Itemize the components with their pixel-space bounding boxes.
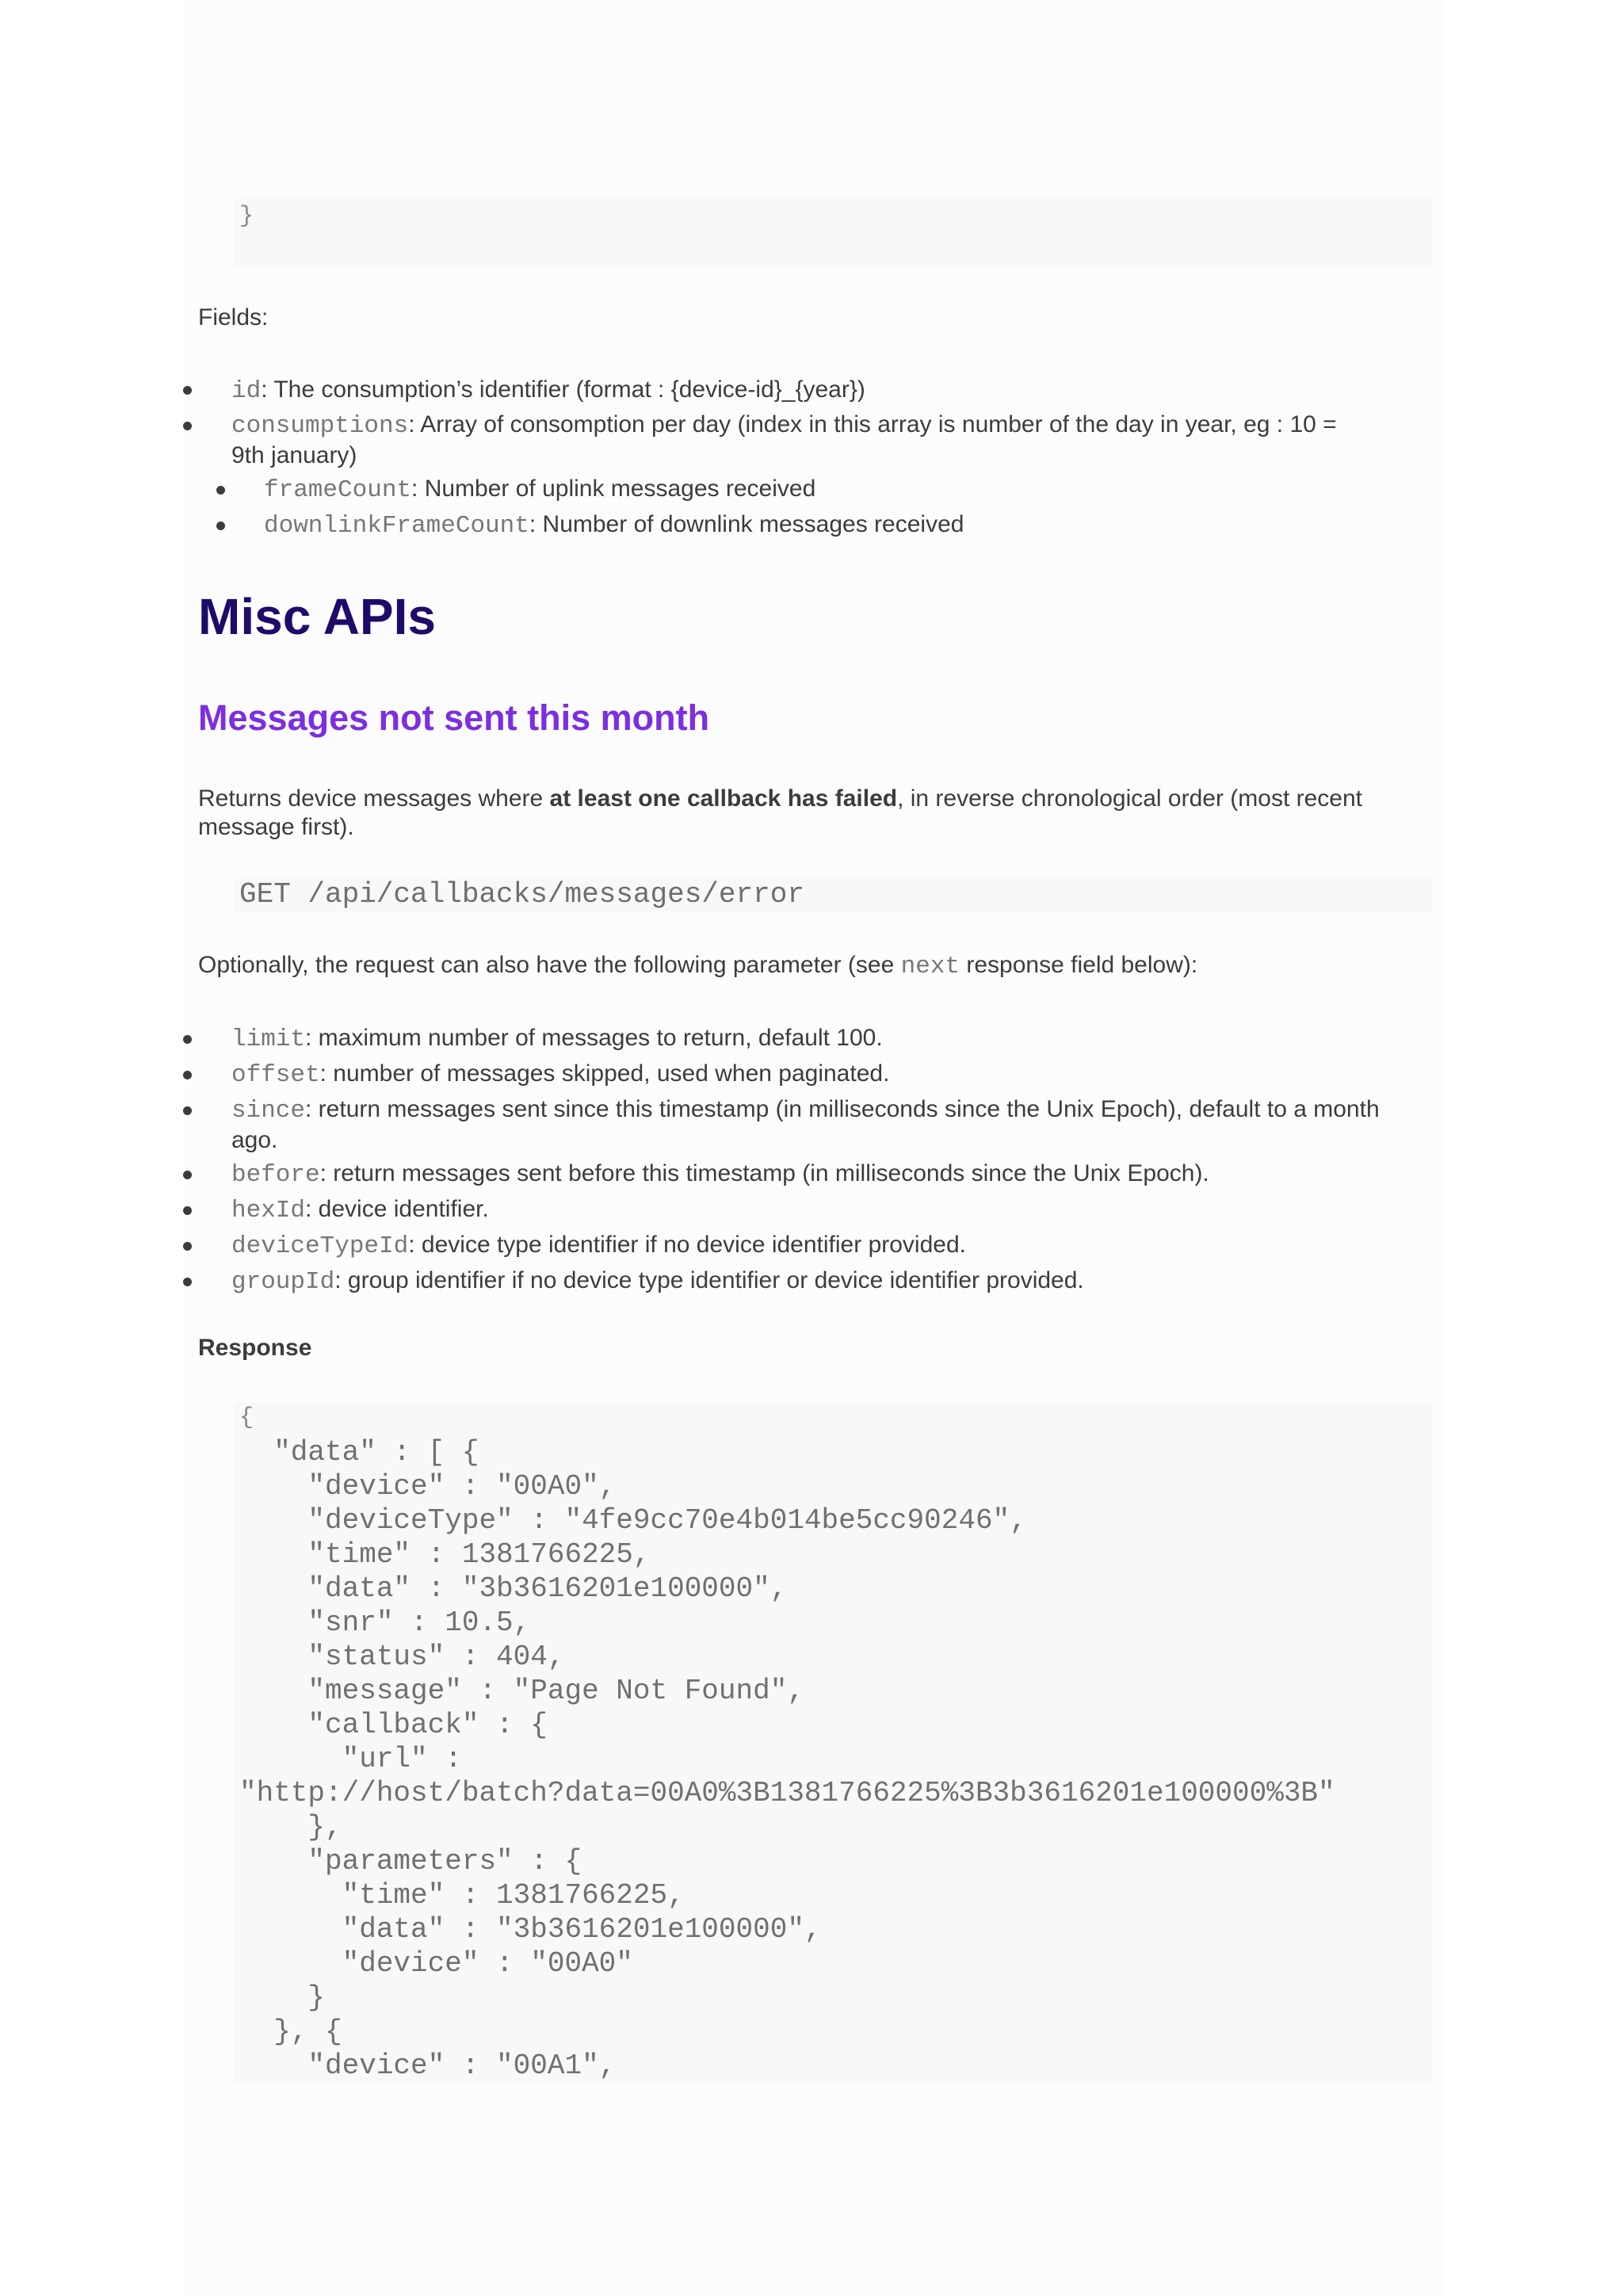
code-line: "data" : "3b3616201e100000", (239, 1913, 822, 1946)
param-description: : number of messages skipped, used when paginated. (319, 1060, 890, 1087)
code-line: } (239, 203, 254, 230)
param-code: hexId (231, 1197, 306, 1224)
code-line: "data" : "3b3616201e100000", (239, 1572, 788, 1605)
param-description: : maximum number of messages to return, default 100. (305, 1025, 883, 1051)
param-code: offset (231, 1061, 320, 1089)
code-line: "parameters" : { (239, 1845, 582, 1878)
code-line: "device" : "00A1", (239, 2050, 617, 2082)
code-line: }, { (239, 2015, 342, 2048)
field-item-downlinkframecount (264, 510, 964, 541)
intro-text: Returns device messages where (198, 785, 550, 812)
bullet (183, 1242, 192, 1251)
field-description: : Array of consomption per day (index in this array is number of the day in year, eg : 10 = (408, 411, 1337, 437)
param-code: before (231, 1161, 320, 1189)
param-code: since (231, 1097, 306, 1125)
intro-paragraph (198, 785, 1362, 813)
next-field-code: next (900, 953, 960, 980)
param-description: : device type identifier if no device identifier provided. (408, 1232, 966, 1258)
optional-text: Optionally, the request can also have the following parameter (see (198, 952, 901, 978)
param-item-devicetypeid (231, 1231, 966, 1261)
code-line: "message" : "Page Not Found", (239, 1675, 804, 1707)
bullet (183, 1206, 192, 1215)
field-description-continued: 9th january) (231, 442, 357, 468)
code-line: } (239, 1981, 326, 2014)
code-line: "device" : "00A0", (239, 1470, 617, 1503)
field-code: downlinkFrameCount (264, 512, 529, 540)
code-line: "data" : [ { (239, 1436, 479, 1469)
code-line: "deviceType" : "4fe9cc70e4b014be5cc90246", (239, 1504, 1027, 1537)
bullet (183, 1171, 192, 1179)
subsection-title: Messages not sent this month (198, 697, 710, 738)
code-line: "http://host/batch?data=00A0%3B1381766225%3B3b3616201e100000%3B" (239, 1777, 1335, 1809)
section-title: Misc APIs (198, 588, 436, 645)
field-item-id (231, 376, 865, 406)
endpoint-code: GET /api/callbacks/messages/error (239, 878, 804, 911)
param-item-since (231, 1095, 1380, 1125)
param-description: : return messages sent since this timestamp (in milliseconds since the Unix Epoch), default to a month (305, 1096, 1380, 1122)
param-item-groupid (231, 1266, 1084, 1297)
field-description: : Number of uplink messages received (411, 476, 816, 502)
param-description-continued: ago. (231, 1127, 278, 1153)
param-code: limit (231, 1026, 306, 1053)
code-block-previous (235, 198, 1433, 266)
bullet (183, 1035, 192, 1044)
intro-paragraph-continued: message first). (198, 814, 354, 840)
field-item-framecount (264, 475, 815, 505)
intro-bold-text: at least one callback has failed (549, 785, 898, 812)
field-code: id (231, 377, 262, 405)
bullet (183, 422, 192, 430)
param-item-limit (231, 1024, 883, 1054)
field-description: : Number of downlink messages received (529, 511, 964, 537)
bullet (183, 386, 192, 395)
optional-text: response field below): (960, 952, 1198, 978)
param-item-before (231, 1159, 1209, 1190)
code-line: "time" : 1381766225, (239, 1538, 651, 1571)
bullet (183, 1071, 192, 1079)
code-line: "url" : (239, 1743, 462, 1775)
intro-text: , in reverse chronological order (most recent (897, 785, 1362, 812)
bullet (183, 1106, 192, 1115)
param-item-offset (231, 1060, 889, 1090)
field-code: frameCount (264, 476, 412, 504)
code-line: "time" : 1381766225, (239, 1879, 685, 1912)
field-code: consumptions (231, 412, 409, 440)
code-line: { (239, 1404, 254, 1431)
code-line: "device" : "00A0" (239, 1947, 633, 1980)
code-line: "status" : 404, (239, 1641, 565, 1673)
bullet (216, 521, 225, 530)
field-description: : The consumption’s identifier (format : {device-id}_{year}) (261, 376, 865, 403)
fields-label: Fields: (198, 304, 269, 330)
response-label: Response (198, 1335, 312, 1361)
bullet (183, 1278, 192, 1286)
code-line: "callback" : { (239, 1709, 548, 1741)
param-item-hexid (231, 1195, 489, 1225)
bullet (216, 486, 225, 495)
param-description: : group identifier if no device type identifier or device identifier provided. (334, 1267, 1084, 1293)
code-line: "snr" : 10.5, (239, 1606, 531, 1639)
param-description: : return messages sent before this timestamp (in milliseconds since the Unix Epoch). (319, 1160, 1209, 1186)
param-code: deviceTypeId (231, 1232, 409, 1260)
field-item-consumptions (231, 411, 1337, 441)
param-code: groupId (231, 1268, 335, 1296)
param-description: : device identifier. (305, 1196, 489, 1222)
code-line: }, (239, 1811, 342, 1843)
optional-params-paragraph (198, 951, 1197, 981)
